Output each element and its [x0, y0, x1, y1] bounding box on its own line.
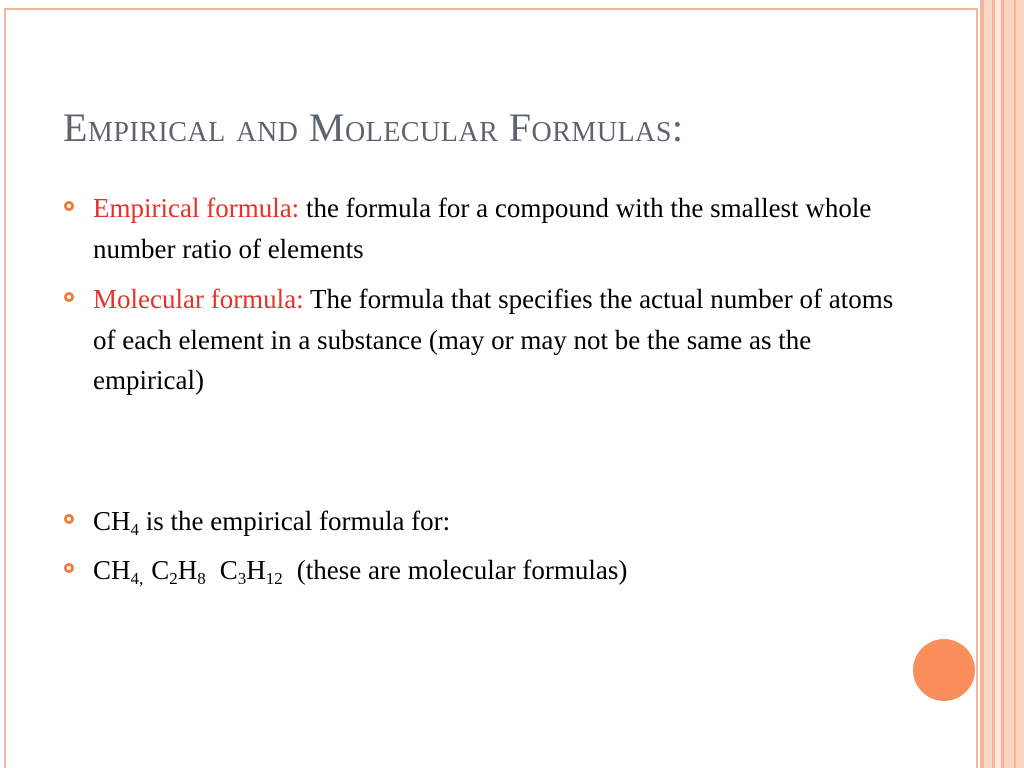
formula-subscript: 8 [197, 569, 206, 588]
formula-subscript: 12 [265, 569, 283, 588]
formula-element: C [219, 555, 238, 585]
term-label: Molecular formula: [93, 284, 304, 314]
formula-subscript: 3 [237, 569, 247, 588]
formula-element: H [177, 555, 198, 585]
formula-subscript: 4, [130, 569, 144, 588]
decorative-circle [913, 639, 975, 701]
bullet-molecular-formula [64, 279, 894, 401]
formula-c3h12 [219, 555, 283, 588]
bullet-marker-icon [64, 514, 74, 524]
formula-ch4 [93, 506, 140, 539]
term-definition: the formula for a compound with the smallest whole number ratio of elements [93, 193, 872, 264]
examples-note: (these are molecular formulas) [296, 555, 628, 585]
slide-title: Empirical and Molecular Formulas: [63, 105, 684, 150]
formula-element: H [246, 555, 266, 585]
formula-c2h8 [151, 555, 206, 588]
formula-element: C [151, 555, 170, 585]
decorative-stripe [1014, 0, 1016, 768]
term-definition: The formula that specifies the actual number of atoms of each element in a substance (may or may not be the same as the empirical) [93, 284, 894, 395]
bullet-empirical-formula [64, 188, 894, 269]
statement-text: is the empirical formula for: [139, 506, 451, 536]
term-label: Empirical formula: [93, 193, 300, 223]
bullet-ch4-statement [64, 501, 894, 542]
bullet-text [93, 550, 894, 591]
bullet-text [93, 279, 894, 401]
formula-subscript: 4 [130, 520, 140, 539]
formula-ch4 [93, 555, 144, 588]
bullet-marker-icon [64, 292, 74, 302]
decorative-stripe [984, 0, 992, 768]
formula-base: CH [93, 555, 131, 585]
bullet-molecular-examples [64, 550, 894, 591]
formula-base: CH [93, 506, 131, 536]
bullet-marker-icon [64, 563, 74, 573]
formula-subscript: 2 [169, 569, 178, 588]
bullet-marker-icon [64, 201, 74, 211]
bullet-text [93, 188, 894, 269]
bullet-text [93, 501, 894, 542]
